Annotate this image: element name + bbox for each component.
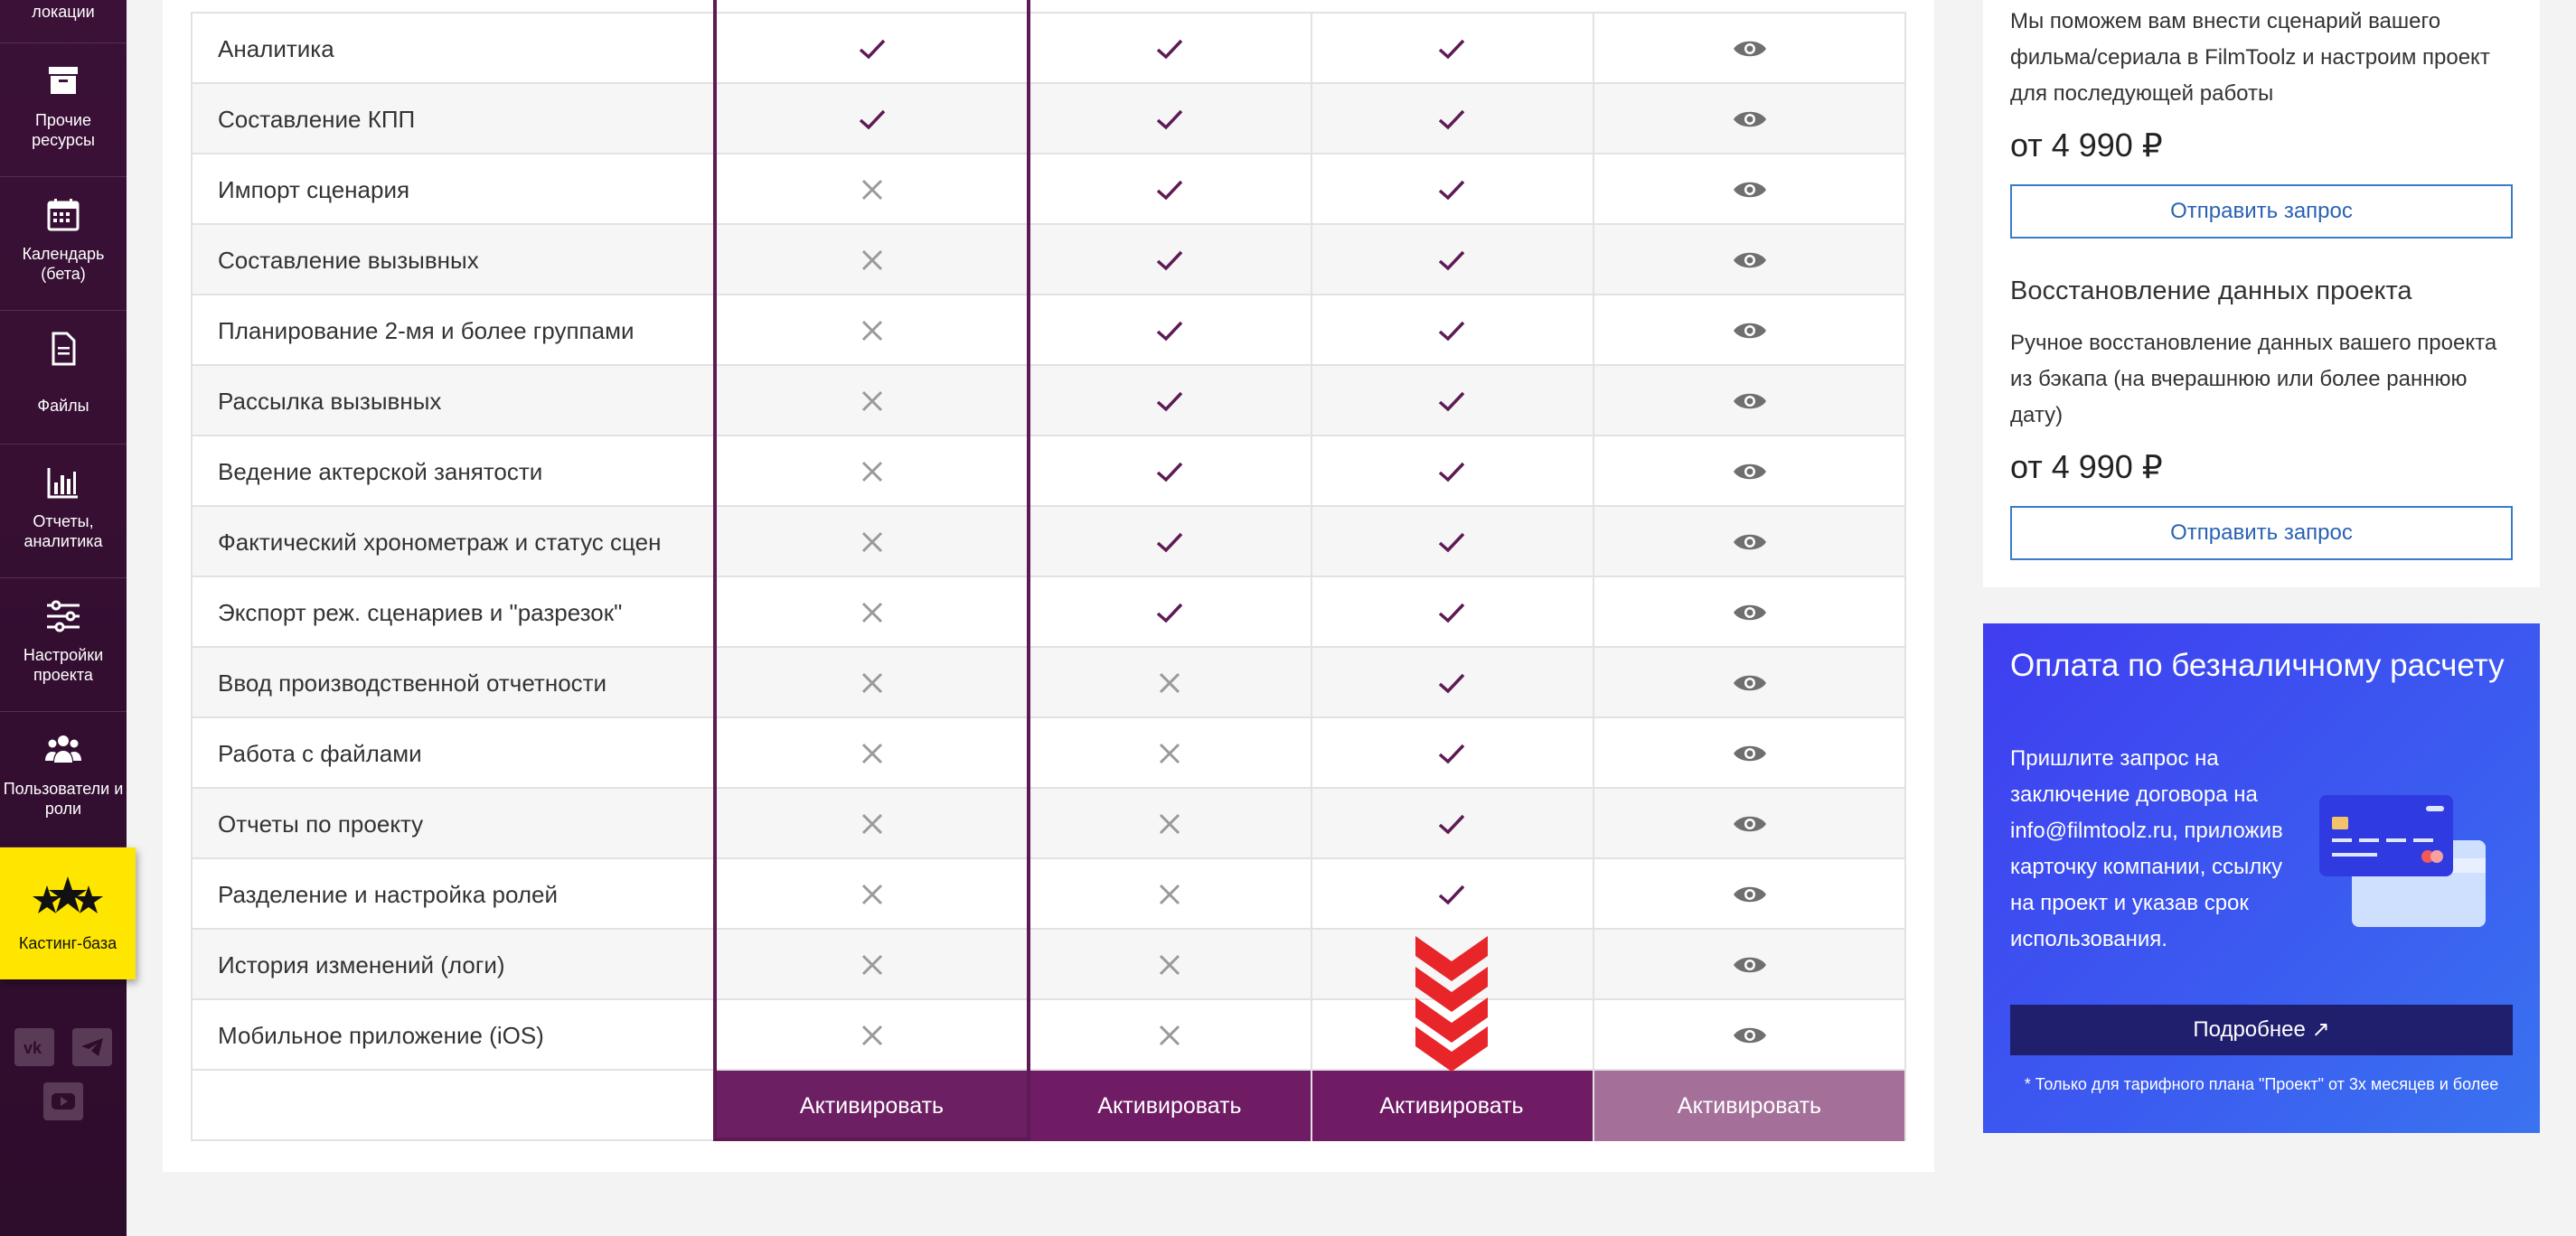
feature-name: Ввод производственной отчетности bbox=[218, 670, 607, 697]
check-icon bbox=[1311, 154, 1593, 225]
check-icon bbox=[1311, 648, 1593, 718]
check-icon bbox=[1311, 718, 1593, 789]
feature-name: Ведение актерской занятости bbox=[218, 458, 543, 485]
activate-button-plan-4[interactable]: Активировать bbox=[1593, 1071, 1906, 1141]
table-row bbox=[191, 366, 1906, 436]
arrow-down-icon bbox=[1415, 936, 1488, 1081]
eye-icon[interactable] bbox=[1593, 859, 1906, 930]
vk-link[interactable] bbox=[14, 1028, 54, 1066]
check-icon bbox=[1311, 577, 1593, 648]
check-icon bbox=[1311, 295, 1593, 366]
check-icon bbox=[1311, 436, 1593, 507]
feature-name: Рассылка вызывных bbox=[218, 388, 442, 415]
cross-icon bbox=[1029, 718, 1311, 789]
eye-icon[interactable] bbox=[1593, 648, 1906, 718]
vk-icon bbox=[22, 1035, 47, 1059]
column-divider bbox=[191, 14, 193, 1141]
check-icon bbox=[1311, 225, 1593, 295]
sidebar-item-users[interactable] bbox=[0, 712, 127, 847]
feature-name: Отчеты по проекту bbox=[218, 810, 424, 838]
column-divider bbox=[1311, 14, 1312, 1141]
table-row bbox=[191, 718, 1906, 789]
feature-name: Разделение и настройка ролей bbox=[218, 881, 559, 908]
sidebar-item-label: Отчеты, аналитика bbox=[24, 512, 103, 550]
restore-request-button[interactable]: Отправить запрос bbox=[2010, 506, 2513, 560]
cross-icon bbox=[1029, 930, 1311, 1000]
table-row bbox=[191, 84, 1906, 154]
table-row bbox=[191, 1000, 1906, 1071]
feature-name: Экспорт реж. сценариев и "разрезок" bbox=[218, 599, 623, 626]
activate-button-plan-3[interactable]: Активировать bbox=[1311, 1071, 1593, 1141]
check-icon bbox=[1029, 84, 1311, 154]
sidebar-item-label: Прочие ресурсы bbox=[32, 111, 95, 149]
activate-button-plan-1[interactable]: Активировать bbox=[715, 1071, 1029, 1141]
table-row bbox=[191, 859, 1906, 930]
sidebar-item-casting[interactable] bbox=[0, 847, 136, 979]
sidebar-item-label: Кастинг-база bbox=[18, 934, 118, 952]
table-row bbox=[191, 930, 1906, 1000]
eye-icon[interactable] bbox=[1593, 1000, 1906, 1071]
eye-icon[interactable] bbox=[1593, 295, 1906, 366]
calendar-icon bbox=[43, 195, 83, 235]
eye-icon[interactable] bbox=[1593, 154, 1906, 225]
table-row bbox=[191, 14, 1906, 84]
table-row bbox=[191, 295, 1906, 366]
check-icon bbox=[1029, 295, 1311, 366]
telegram-link[interactable] bbox=[72, 1028, 112, 1066]
promo-title: Оплата по безналичному расчету bbox=[2010, 648, 2505, 683]
table-row bbox=[191, 648, 1906, 718]
sidebar-item-other-resources[interactable] bbox=[0, 43, 127, 177]
table-row bbox=[191, 225, 1906, 295]
eye-icon[interactable] bbox=[1593, 507, 1906, 577]
import-request-button[interactable]: Отправить запрос bbox=[2010, 184, 2513, 239]
check-icon bbox=[1029, 577, 1311, 648]
bar-chart-icon bbox=[43, 463, 83, 502]
sidebar bbox=[0, 0, 127, 1236]
check-icon bbox=[1311, 366, 1593, 436]
check-icon bbox=[1029, 154, 1311, 225]
check-icon bbox=[1029, 436, 1311, 507]
restore-service-title: Восстановление данных проекта bbox=[2010, 276, 2412, 305]
check-icon bbox=[1029, 366, 1311, 436]
check-icon bbox=[1029, 507, 1311, 577]
table-top-border bbox=[191, 12, 1906, 14]
sidebar-item-project-settings[interactable] bbox=[0, 578, 127, 712]
feature-name: Аналитика bbox=[218, 35, 334, 62]
check-icon bbox=[1311, 859, 1593, 930]
feature-name: Составление вызывных bbox=[218, 247, 479, 274]
check-icon bbox=[1311, 14, 1593, 84]
feature-name: Фактический хронометраж и статус сцен bbox=[218, 529, 662, 556]
table-row bbox=[191, 436, 1906, 507]
eye-icon[interactable] bbox=[1593, 718, 1906, 789]
import-service-price: от 4 990 ₽ bbox=[2010, 126, 2163, 164]
check-icon bbox=[1311, 507, 1593, 577]
sidebar-item-label: Календарь (бета) bbox=[22, 245, 105, 283]
table-row bbox=[191, 507, 1906, 577]
promo-details-button[interactable]: Подробнее ↗ bbox=[2010, 1005, 2513, 1055]
file-icon bbox=[43, 329, 83, 369]
import-service-text: Мы поможем вам внести сценарий вашего фильма/сериала в FilmToolz и настроим проект для последующей работы bbox=[2010, 9, 2490, 106]
svg-text:vk: vk bbox=[24, 1039, 42, 1057]
promo-text: Пришлите запрос на заключение договора на info@filmtoolz.ru, приложив карточку компании, ссылку на проект и указав срок использования. bbox=[2010, 746, 2283, 951]
check-icon bbox=[1029, 14, 1311, 84]
eye-icon[interactable] bbox=[1593, 789, 1906, 859]
sidebar-item-label: Настройки проекта bbox=[23, 646, 104, 684]
cross-icon bbox=[1029, 859, 1311, 930]
restore-service-price: от 4 990 ₽ bbox=[2010, 448, 2163, 485]
services-panel bbox=[1983, 0, 2540, 587]
cross-icon bbox=[1029, 1000, 1311, 1071]
feature-name: Составление КПП bbox=[218, 106, 416, 133]
eye-icon[interactable] bbox=[1593, 84, 1906, 154]
youtube-icon bbox=[51, 1090, 76, 1113]
table-row bbox=[191, 789, 1906, 859]
check-icon bbox=[1029, 225, 1311, 295]
eye-icon[interactable] bbox=[1593, 225, 1906, 295]
check-icon bbox=[1311, 789, 1593, 859]
sidebar-item-label: локации bbox=[32, 3, 95, 21]
archive-icon bbox=[43, 61, 83, 101]
eye-icon[interactable] bbox=[1593, 930, 1906, 1000]
restore-service-text: Ручное восстановление данных вашего проекта из бэкапа (на вчерашнюю или более раннюю дату) bbox=[2010, 331, 2497, 427]
eye-icon[interactable] bbox=[1593, 436, 1906, 507]
users-icon bbox=[43, 730, 83, 770]
feature-name: Импорт сценария bbox=[218, 176, 410, 203]
sidebar-item-files[interactable] bbox=[0, 311, 127, 445]
eye-icon[interactable] bbox=[1593, 366, 1906, 436]
sliders-icon bbox=[43, 596, 83, 636]
cross-icon bbox=[1029, 648, 1311, 718]
highlighted-plan-column bbox=[713, 0, 1030, 1141]
stars-icon bbox=[27, 873, 108, 927]
column-divider bbox=[1904, 14, 1906, 1141]
sidebar-item-label: Файлы bbox=[37, 397, 89, 415]
cross-icon bbox=[1029, 789, 1311, 859]
bank-transfer-promo bbox=[1983, 623, 2540, 1133]
youtube-link[interactable] bbox=[43, 1082, 83, 1120]
sidebar-item-label: Пользователи и роли bbox=[3, 780, 124, 818]
eye-icon[interactable] bbox=[1593, 577, 1906, 648]
sidebar-item-locations[interactable] bbox=[0, 0, 127, 43]
sidebar-item-reports[interactable] bbox=[0, 445, 127, 578]
column-divider bbox=[1593, 14, 1594, 1141]
credit-card-icon bbox=[2319, 786, 2500, 940]
table-row bbox=[191, 154, 1906, 225]
feature-name: История изменений (логи) bbox=[218, 951, 505, 978]
feature-name: Мобильное приложение (iOS) bbox=[218, 1022, 544, 1049]
eye-icon[interactable] bbox=[1593, 14, 1906, 84]
activate-button-plan-2[interactable]: Активировать bbox=[1029, 1071, 1311, 1141]
promo-note: * Только для тарифного плана "Проект" от 3х месяцев и более bbox=[2024, 1075, 2499, 1093]
feature-name: Планирование 2-мя и более группами bbox=[218, 317, 635, 344]
sidebar-item-calendar[interactable] bbox=[0, 177, 127, 311]
table-row bbox=[191, 577, 1906, 648]
check-icon bbox=[1311, 84, 1593, 154]
telegram-icon bbox=[80, 1035, 105, 1059]
feature-name: Работа с файлами bbox=[218, 740, 422, 767]
